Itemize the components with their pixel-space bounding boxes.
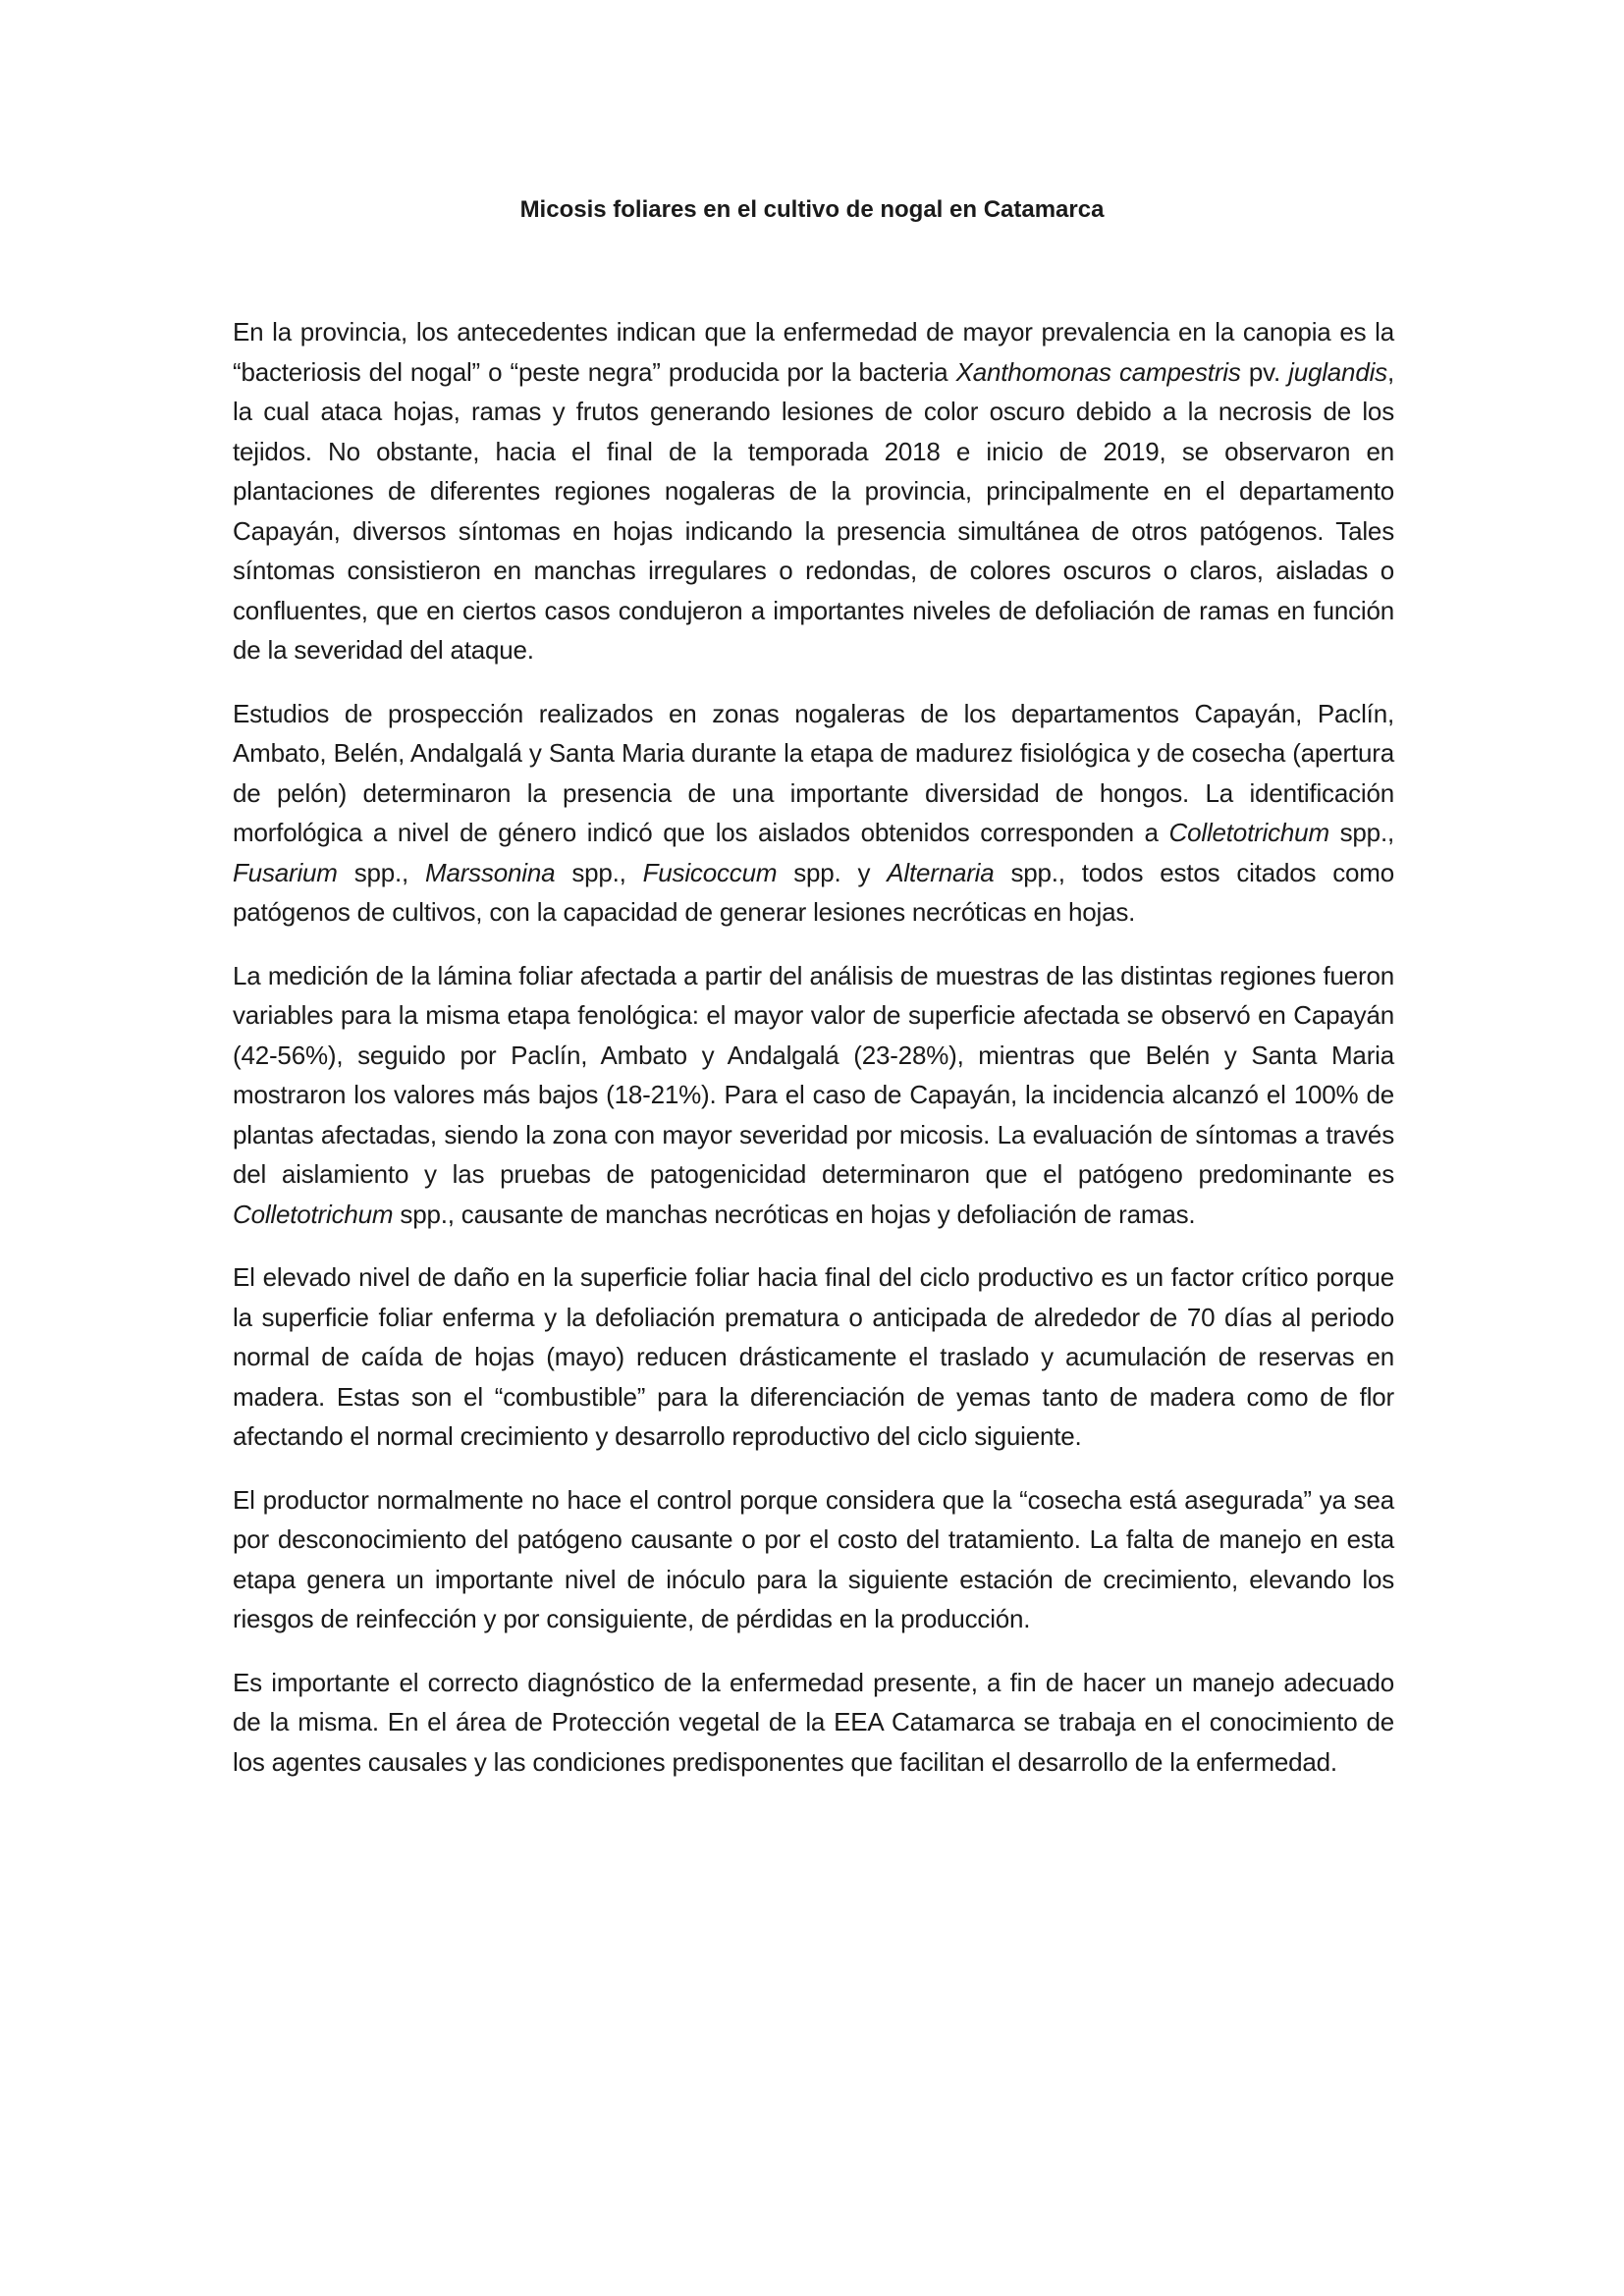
text-run: spp., <box>555 857 643 887</box>
text-run: Estudios de prospección realizados en zonas nogaleras de los departamentos Capayán, Paclín, Ambato, Belén, Andalgalá y Santa Maria durante la etapa de madurez fisiológica y de cosecha (apertura de pelón) determinaron la presencia de una importante diversidad de hongos. La identificación morfológica a nivel de género indicó que los aislados obtenidos corresponden a <box>233 698 1394 847</box>
text-run: Es importante el correcto diagnóstico de la enfermedad presente, a fin de hacer un manejo adecuado de la misma. En el área de Protección vegetal de la EEA Catamarca se trabaja en el conocimiento de los agentes causales y las condiciones predisponentes que facilitan el desarrollo de la enfermedad. <box>233 1667 1394 1777</box>
text-run: La medición de la lámina foliar afectada a partir del análisis de muestras de las distintas regiones fueron variables para la misma etapa fenológica: el mayor valor de superficie afectada se observó en Capayán (42-56%), seguido por Paclín, Ambato y Andalgalá (23-28%), mientras que Belén y Santa Maria mostraron los valores más bajos (18-21%). Para el caso de Capayán, la incidencia alcanzó el 100% de plantas afectadas, siendo la zona con mayor severidad por micosis. La evaluación de síntomas a través del aislamiento y las pruebas de patogenicidad determinaron que el patógeno predominante es <box>233 960 1394 1189</box>
text-run: El productor normalmente no hace el control porque considera que la “cosecha está asegurada” ya sea por desconocimiento del patógeno causante o por el costo del tratamiento. La falta de manejo en esta etapa genera un importante nivel de inóculo para la siguiente estación de crecimiento, elevando los riesgos de reinfección y por consiguiente, de pérdidas en la producción. <box>233 1484 1394 1633</box>
text-run: spp. y <box>777 857 888 887</box>
text-run: spp., todos estos citados como patógenos de cultivos, con la capacidad de generar lesiones necróticas en hojas. <box>233 857 1394 927</box>
italic-term: Colletotrichum <box>233 1199 394 1229</box>
document-title: Micosis foliares en el cultivo de nogal en Catamarca <box>519 196 1105 223</box>
text-run: En la provincia, los antecedentes indican que la enfermedad de mayor prevalencia en la canopia es la “bacteriosis del nogal” o “peste negra” producida por la bacteria <box>233 317 1394 387</box>
italic-term: juglandis <box>1288 356 1387 387</box>
italic-term: Colletotrichum <box>1168 818 1329 847</box>
italic-term: Alternaria <box>887 857 995 887</box>
paragraph-4 <box>233 1257 1394 1457</box>
document-body <box>233 312 1394 1805</box>
paragraph-2 <box>233 694 1394 933</box>
paragraph-1 <box>233 312 1394 670</box>
paragraph-5 <box>233 1480 1394 1639</box>
text-run: , la cual ataca hojas, ramas y frutos generando lesiones de color oscuro debido a la necrosis de los tejidos. No obstante, hacia el final de la temporada 2018 e inicio de 2019, se observaron en plantaciones de diferentes regiones nogaleras de la provincia, principalmente en el departamento Capayán, diversos síntomas en hojas indicando la presencia simultánea de otros patógenos. Tales síntomas consistieron en manchas irregulares o redondas, de colores oscuros o claros, aisladas o confluentes, que en ciertos casos condujeron a importantes niveles de defoliación de ramas en función de la severidad del ataque. <box>233 356 1394 665</box>
text-run: pv. <box>1240 356 1289 387</box>
paragraph-6 <box>233 1663 1394 1783</box>
italic-term: Fusarium <box>233 857 338 887</box>
italic-term: Fusicoccum <box>642 857 778 887</box>
italic-term: Marssonina <box>424 857 556 887</box>
text-run: spp., <box>1328 818 1394 847</box>
text-run: El elevado nivel de daño en la superficie foliar hacia final del ciclo productivo es un factor crítico porque la superficie foliar enferma y la defoliación prematura o anticipada de alrededor de 70 días al periodo normal de caída de hojas (mayo) reducen drásticamente el traslado y acumulación de reservas en madera. Estas son el “combustible” para la diferenciación de yemas tanto de madera como de flor afectando el normal crecimiento y desarrollo reproductivo del ciclo siguiente. <box>233 1262 1394 1451</box>
italic-term: Xanthomonas campestris <box>955 356 1241 387</box>
text-run: spp., <box>337 857 425 887</box>
paragraph-3 <box>233 956 1394 1235</box>
text-run: spp., causante de manchas necróticas en hojas y defoliación de ramas. <box>393 1199 1196 1229</box>
